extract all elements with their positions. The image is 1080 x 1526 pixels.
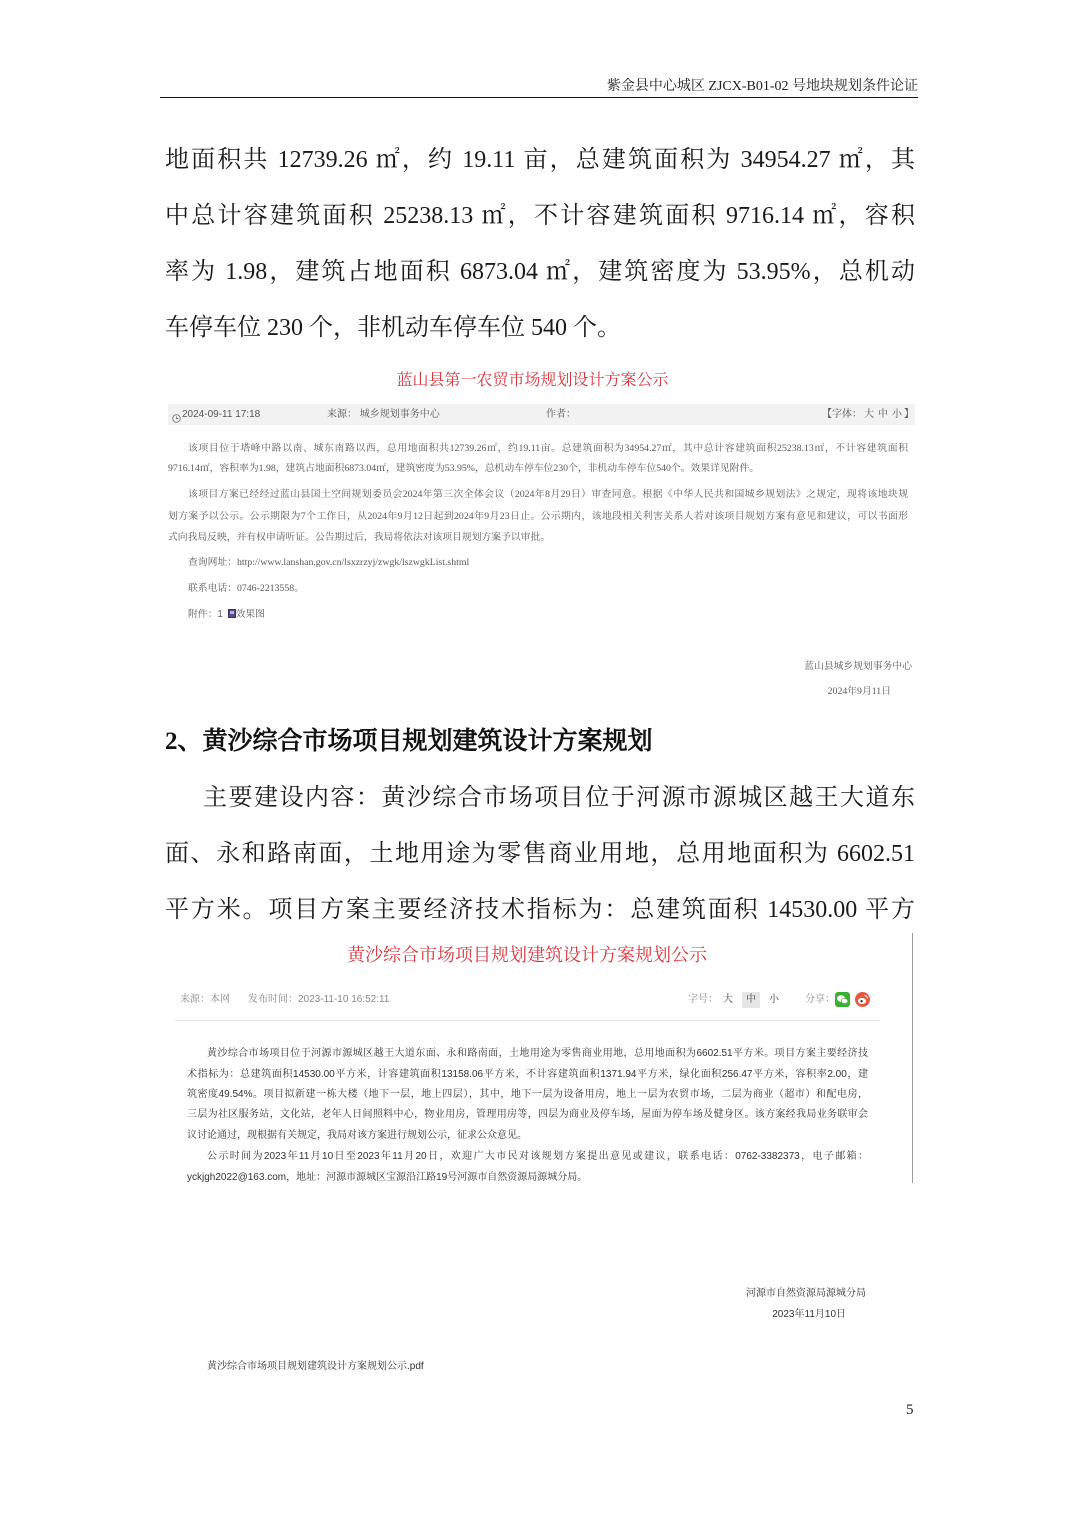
signature-date: 2023年11月10日 [772, 1309, 846, 1320]
section-heading: 2、黄沙综合市场项目规划建筑设计方案规划 [165, 728, 653, 755]
notice-screenshot-heyuan [165, 933, 915, 1395]
signature-org: 蓝山县城乡规划事务中心 [804, 661, 912, 672]
body-line: 车停车位 230 个，非机动车停车位 540 个。 [165, 315, 621, 341]
weibo-icon[interactable] [855, 992, 870, 1007]
attachment-pdf-link[interactable]: 黄沙综合市场项目规划建筑设计方案规划公示.pdf [207, 1361, 424, 1372]
signature-org: 河源市自然资源局源城分局 [746, 1288, 866, 1299]
notice-paragraph-line: 筑密度49.54%。项目拟新建一栋大楼（地下一层，地上四层），其中，地下一层为设备用房，地上一层为农贸市场，二层为商业（超市）和配电房， [187, 1089, 868, 1100]
meta-divider [175, 1020, 880, 1021]
font-size-large[interactable]: 大 [723, 994, 733, 1005]
notice-paragraph-line: 三层为社区服务站，文化站，老年人日间照料中心，物业用房，管理用房等，四层为商业及停车场，屋面为停车场及健身区。该方案经我局业务联审会 [187, 1109, 868, 1120]
notice-paragraph-line: yckjgh2022@163.com，地址：河源市源城区宝源沿江路19号河源市自然资源局源城分局。 [187, 1172, 588, 1183]
notice-paragraph-line: 9716.14㎡，容积率为1.98，建筑占地面积6873.04㎡，建筑密度为53.95%，总机动车停车位230个，非机动车停车位540个。效果详见附件。 [168, 463, 760, 474]
font-size-label: 字号： [688, 994, 718, 1005]
notice-paragraph-line: 该项目方案已经经过蓝山县国土空间规划委员会2024年第三次全体会议（2024年8月29日）审查同意。根据《中华人民共和国城乡规划法》之规定，现将该地块规 [188, 489, 908, 500]
image-file-icon [228, 606, 236, 615]
notice-paragraph-line: 黄沙综合市场项目位于河源市源城区越王大道东面、永和路南面，土地用途为零售商业用地，总用地面积为6602.51平方米。项目方案主要经济技 [207, 1048, 868, 1059]
clock-icon [172, 410, 181, 419]
font-size-control [822, 404, 914, 425]
body-line: 平方米。项目方案主要经济技术指标为：总建筑面积 14530.00 平方 [165, 897, 915, 923]
body-line: 面、永和路南面，土地用途为零售商业用地，总用地面积为 6602.51 [165, 841, 915, 867]
screenshot-edge [912, 933, 913, 1183]
font-size-small[interactable]: 小 [892, 409, 902, 420]
font-size-label: 【字体： [822, 409, 862, 420]
publish-datetime: 2024-09-11 17:18 [182, 409, 261, 420]
notice-screenshot-lanshan [165, 365, 915, 710]
body-line: 率为 1.98，建筑占地面积 6873.04 ㎡，建筑密度为 53.95%，总机动 [165, 259, 915, 285]
body-line: 中总计容建筑面积 25238.13 ㎡，不计容建筑面积 9716.14 ㎡，容积 [165, 203, 915, 229]
font-size-large[interactable]: 大 [864, 409, 874, 420]
font-size-medium[interactable]: 中 [742, 992, 760, 1008]
attachment-link[interactable]: 效果图 [235, 609, 265, 620]
notice-paragraph-line: 术指标为：总建筑面积14530.00平方米，计容建筑面积13158.06平方米，不计容建筑面积1371.94平方米，绿化面积256.47平方米，容积率2.00，建 [187, 1069, 868, 1080]
running-header: 紫金县中心城区 ZJCX-B01-02 号地块规划条件论证 [606, 79, 918, 94]
body-line: 地面积共 12739.26 ㎡，约 19.11 亩，总建筑面积为 34954.27 ㎡，其 [165, 147, 915, 173]
header-rule [160, 97, 918, 98]
source-label: 来源：本网 [180, 994, 230, 1005]
attachment-row [188, 605, 488, 625]
publish-time: 发布时间：2023-11-10 16:52:11 [248, 994, 390, 1005]
contact-phone: 联系电话：0746-2213558。 [188, 583, 304, 594]
font-size-label-end: 】 [904, 409, 914, 420]
notice-paragraph-line: 该项目位于塔峰中路以南、城东南路以西，总用地面积共12739.26㎡，约19.11亩。总建筑面积为34954.27㎡，其中总计容建筑面积25238.13㎡，不计容建筑面积 [188, 443, 908, 454]
notice-paragraph-line: 议讨论通过，现根据有关规定，我局对该方案进行规划公示，征求公众意见。 [187, 1130, 527, 1141]
notice-title: 黄沙综合市场项目规划建筑设计方案规划公示 [347, 945, 707, 965]
font-size-small[interactable]: 小 [769, 994, 779, 1005]
wechat-icon[interactable] [835, 992, 850, 1007]
notice-paragraph-line: 公示时间为2023年11月10日至2023年11月20日，欢迎广大市民对该规划方案提出意见或建议，联系电话：0762-3382373，电子邮箱： [207, 1151, 868, 1162]
page-number: 5 [906, 1402, 914, 1418]
source-label: 来源： 城乡规划事务中心 [327, 409, 440, 420]
signature-date: 2024年9月11日 [827, 686, 891, 697]
share-label: 分享： [805, 994, 835, 1005]
meta-bar [168, 404, 915, 425]
notice-paragraph-line: 划方案予以公示。公示期限为7个工作日，从2024年9月12日起到2024年9月23日止。公示期内，该地段相关利害关系人若对该项目规划方案有意见和建议，可以书面形 [168, 511, 908, 522]
notice-title: 蓝山县第一农贸市场规划设计方案公示 [396, 372, 669, 389]
font-size-medium[interactable]: 中 [878, 409, 888, 420]
query-url[interactable]: 查询网址：http://www.lanshan.gov.cn/lsxzrzyj/zwgk/lszwgkList.shtml [188, 557, 470, 568]
body-line: 主要建设内容：黄沙综合市场项目位于河源市源城区越王大道东 [203, 785, 915, 811]
attachment-label: 附件：1 [188, 609, 223, 620]
notice-paragraph-line: 式向我局反映，并有权申请听证。公告期过后，我局将依法对该项目规划方案予以审批。 [168, 532, 551, 543]
author-label: 作者： [546, 409, 576, 420]
